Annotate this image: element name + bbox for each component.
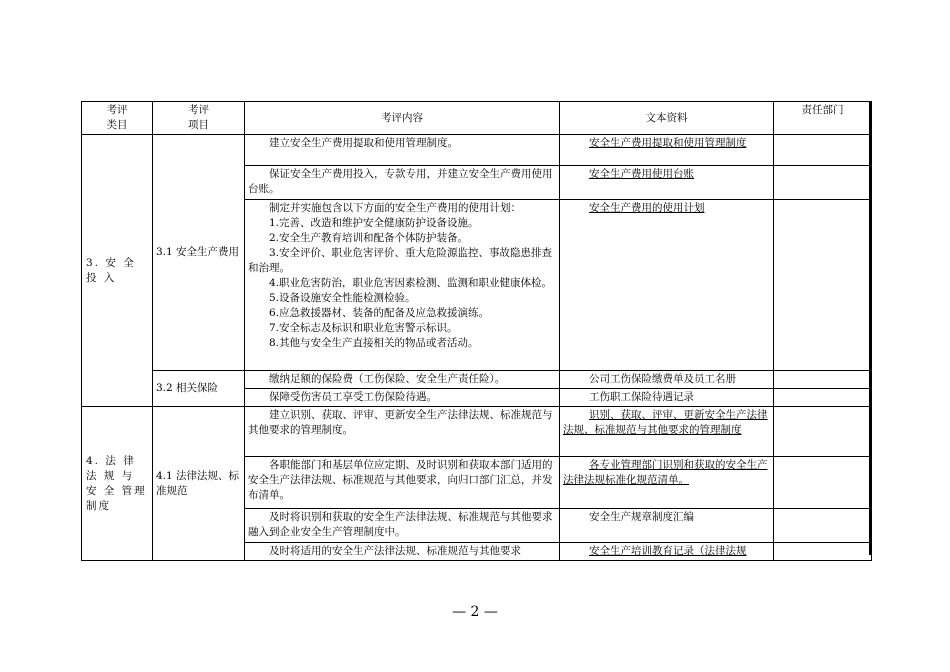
content-cell: 及时将识别和获取的安全生产法律法规、标准规范与其他要求融入到企业安全生产管理制度中。	[245, 509, 560, 543]
department-cell	[774, 407, 872, 457]
table-row	[82, 135, 872, 166]
category-cell: 3. 安 全 投 入	[82, 135, 153, 407]
document-text: 公司工伤保险缴费单及员工名册	[560, 371, 774, 389]
content-cell: 建立识别、获取、评审、更新安全生产法律法规、标准规范与其他要求的管理制度。	[245, 407, 560, 457]
content-cell: 制定并实施包含以下方面的安全生产费用的使用计划： 1.完善、改造和维护安全健康防护设备设施。 2.安全生产教育培训和配备个体防护装备。 3.安全评价、职业危害评价、重大危险源监控、事故隐患排查和治理。 4.职业危害防治，职业危害因素检测、监测和职业健康体检。 5.设备设施安全性能检测检验。 6.应急救援器材、装备的配备及应急救援演练。 7.安全标志及标识和职业危害警示标识。 8.其他与安全生产直接相关的物品或者活动。	[245, 200, 560, 371]
header-item: 考评 项目	[153, 102, 245, 135]
department-cell	[774, 457, 872, 509]
content-cell: 保障受伤害员工享受工伤保险待遇。	[245, 389, 560, 407]
department-cell	[774, 509, 872, 543]
document-link[interactable]: 安全生产费用提取和使用管理制度	[560, 135, 774, 166]
evaluation-table	[81, 101, 872, 561]
content-cell: 保证安全生产费用投入，专款专用，并建立安全生产费用使用台账。	[245, 166, 560, 200]
content-cell: 及时将适用的安全生产法律法规、标准规范与其他要求	[245, 543, 560, 561]
document-link[interactable]: 安全生产费用使用台账	[560, 166, 774, 200]
item-cell: 3.2 相关保险	[153, 371, 245, 407]
document-text: 安全生产规章制度汇编	[560, 509, 774, 543]
department-cell	[774, 166, 872, 200]
page-number: — 2 —	[452, 604, 498, 620]
header-row	[82, 102, 872, 135]
table-row	[82, 407, 872, 457]
content-cell: 缴纳足额的保险费（工伤保险、安全生产责任险）。	[245, 371, 560, 389]
content-cell: 建立安全生产费用提取和使用管理制度。	[245, 135, 560, 166]
header-department: 责任部门	[774, 102, 872, 135]
header-documents: 文本资料	[560, 102, 774, 135]
department-cell	[774, 371, 872, 389]
content-cell: 各职能部门和基层单位应定期、及时识别和获取本部门适用的安全生产法律法规、标准规范与其他要求，向归口部门汇总，并发布清单。	[245, 457, 560, 509]
department-cell	[774, 135, 872, 166]
table-row	[82, 371, 872, 389]
department-cell	[774, 543, 872, 561]
header-category: 考评 类目	[82, 102, 153, 135]
department-cell	[774, 200, 872, 371]
document-link[interactable]: 安全生产培训教育记录（法律法规	[560, 543, 774, 561]
document-link[interactable]: 识别、获取、评审、更新安全生产法律法规、标准规范与其他要求的管理制度	[560, 407, 774, 457]
department-cell	[774, 389, 872, 407]
item-cell: 4.1 法律法规、标准规范	[153, 407, 245, 561]
document-link[interactable]: 安全生产费用的使用计划	[560, 200, 774, 371]
page-right-border	[869, 101, 871, 555]
category-cell: 4. 法 律 法 规 与 安 全 管理制度	[82, 407, 153, 561]
document-text: 工伤职工保险待遇记录	[560, 389, 774, 407]
header-content: 考评内容	[245, 102, 560, 135]
item-cell: 3.1 安全生产费用	[153, 135, 245, 371]
document-link[interactable]: 各专业管理部门识别和获取的安全生产法律法规标准化规范清单。	[560, 457, 774, 509]
